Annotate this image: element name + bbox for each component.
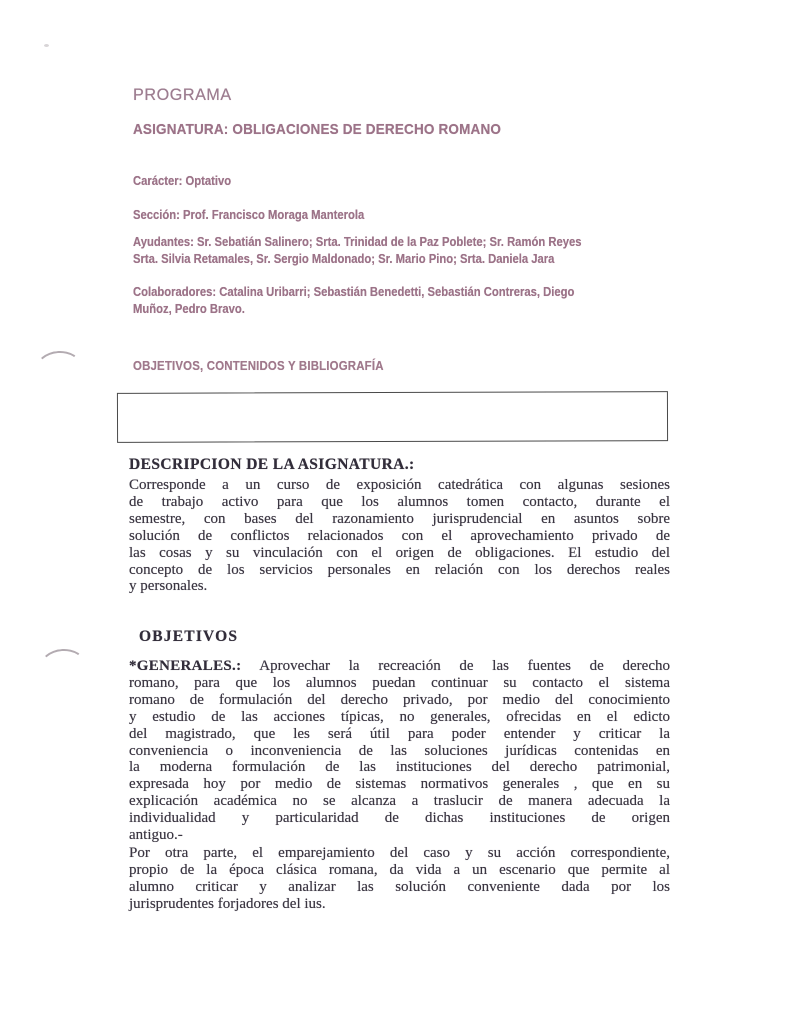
section-header-objetivos-contenidos: OBJETIVOS, CONTENIDOS Y BIBLIOGRAFÍA [133, 358, 384, 373]
subject-title: ASIGNATURA: OBLIGACIONES DE DERECHO ROMANO [133, 121, 502, 138]
text-line: explicación académica no se alcanza a traslucir de manera adecuada la [129, 793, 670, 810]
text-line: Corresponde a un curso de exposición catedrática con algunas sesiones [129, 477, 670, 493]
ayudantes-label [133, 234, 581, 268]
text-line: de trabajo activo para que los alumnos tomen contacto, durante el [129, 493, 670, 510]
text-line: Srta. Silvia Retamales, Sr. Sergio Maldonado; Sr. Mario Pino; Srta. Daniela Jara [133, 252, 555, 266]
por-otra-parte-paragraph [129, 845, 670, 913]
text-line: las cosas y su vinculación con el origen de obligaciones. El estudio del [129, 544, 670, 561]
text-line: antiguo.- [129, 827, 183, 844]
text-line: romano, para que los alumnos puedan continuar su contacto el sistema [129, 674, 670, 691]
text-line: semestre, con bases del razonamiento jurisprudencial en asuntos sobre [129, 510, 670, 527]
seccion-label: Sección: Prof. Francisco Moraga Manterola [133, 208, 365, 222]
text-line: jurisprudentes forjadores del ius. [129, 895, 326, 912]
text-line: conveniencia o inconveniencia de las soluciones jurídicas contenidas en [129, 742, 670, 759]
empty-text-box [117, 391, 668, 443]
scan-speck-artifact [44, 44, 49, 47]
generales-paragraph [129, 658, 670, 844]
descripcion-paragraph [129, 477, 670, 595]
generales-first-line [129, 658, 670, 675]
colaboradores-label [133, 284, 574, 318]
generales-first-line-text: Aprovechar la recreación de las fuentes de derecho [259, 658, 670, 674]
text-line: y personales. [129, 578, 208, 595]
text-line: del magistrado, que les será útil para poder entender y criticar la [129, 725, 670, 742]
text-line: Ayudantes: Sr. Sebatián Salinero; Srta. Trinidad de la Paz Poblete; Sr. Ramón Reyes [133, 235, 582, 249]
scan-arc-artifact-top [35, 349, 83, 386]
descripcion-heading: DESCRIPCION DE LA ASIGNATURA.: [129, 456, 415, 473]
text-line: solución de conflictos relacionados con el aprovechamiento privado de [129, 527, 670, 544]
generales-lead-label: *GENERALES.: [129, 658, 242, 674]
text-line: individualidad y particularidad de dichas instituciones de origen [129, 810, 670, 827]
text-line: expresada hoy por medio de sistemas normativos generales , que en su [129, 776, 670, 793]
text-line: concepto de los servicios personales en relación con los derechos reales [129, 561, 670, 578]
text-line: Por otra parte, el emparejamiento del caso y su acción correspondiente, [129, 845, 670, 861]
page-title: PROGRAMA [133, 85, 232, 104]
text-line: Colaboradores: Catalina Uribarri; Sebastián Benedetti, Sebastián Contreras, Diego [133, 285, 575, 299]
text-line: Muñoz, Pedro Bravo. [133, 302, 245, 316]
objetivos-heading: OBJETIVOS [139, 628, 239, 645]
text-line: y estudio de las acciones típicas, no generales, ofrecidas en el edicto [129, 708, 670, 725]
caracter-label: Carácter: Optativo [133, 174, 232, 188]
scan-arc-artifact-bottom [39, 647, 87, 684]
text-line: propio de la época clásica romana, da vida a un escenario que permite al [129, 861, 670, 878]
text-line: la moderna formulación de las instituciones del derecho patrimonial, [129, 759, 670, 776]
text-line: romano de formulación del derecho privado, por medio del conocimiento [129, 691, 670, 708]
text-line: alumno criticar y analizar las solución conveniente dada por los [129, 878, 670, 895]
